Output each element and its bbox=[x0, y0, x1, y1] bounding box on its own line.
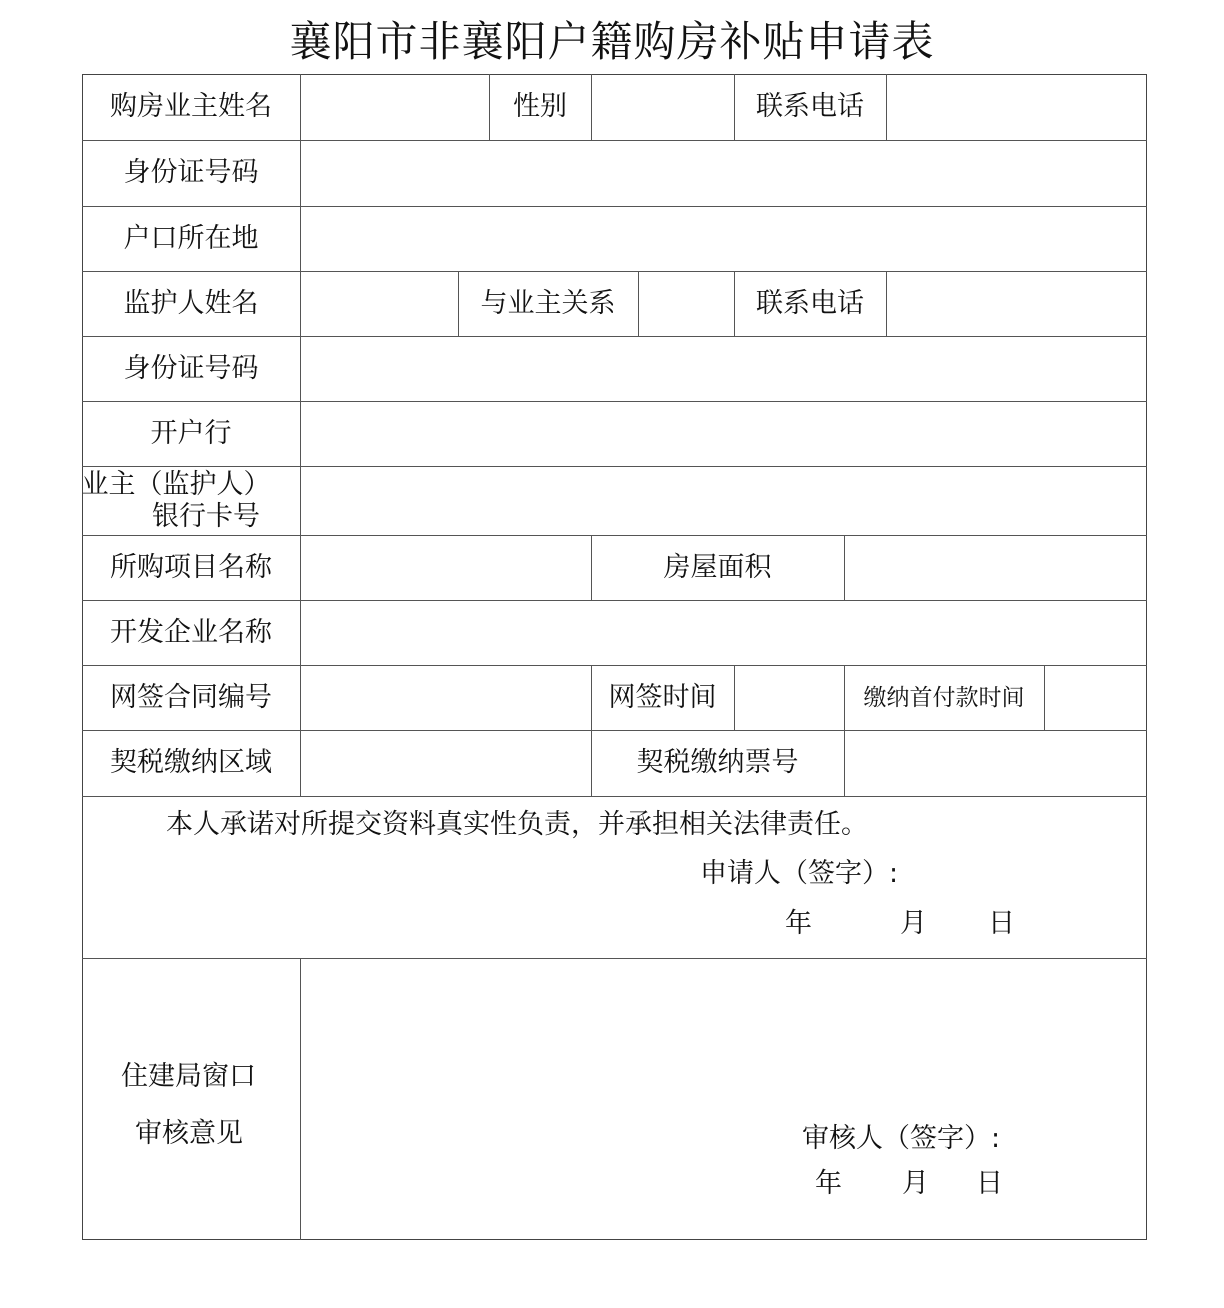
label-contract-number: 网签合同编号 bbox=[110, 681, 272, 713]
contract-time-field[interactable] bbox=[734, 665, 844, 730]
applicant-date-month: 月 bbox=[900, 908, 927, 939]
label-project-name: 所购项目名称 bbox=[110, 551, 272, 583]
house-area-field[interactable] bbox=[844, 535, 1147, 600]
down-payment-time-field[interactable] bbox=[1044, 665, 1147, 730]
label-bank-card-line2: 银行卡号 bbox=[152, 500, 260, 532]
review-date-day: 日 bbox=[976, 1168, 1003, 1199]
row-divider bbox=[82, 796, 1147, 797]
label-hukou-location: 户口所在地 bbox=[123, 222, 259, 254]
review-label-line1: 住建局窗口 bbox=[121, 1061, 256, 1092]
phone-field[interactable] bbox=[886, 74, 1147, 140]
applicant-date-day: 日 bbox=[988, 908, 1015, 939]
guardian-id-number-field[interactable] bbox=[300, 336, 1147, 401]
bank-field[interactable] bbox=[300, 401, 1147, 466]
developer-name-field[interactable] bbox=[300, 600, 1147, 665]
applicant-signature-label: 申请人（签字）: bbox=[700, 858, 899, 889]
label-developer-name: 开发企业名称 bbox=[110, 616, 272, 648]
label-guardian-phone: 联系电话 bbox=[756, 287, 864, 319]
review-opinion-field[interactable] bbox=[300, 958, 1147, 1108]
label-guardian-name: 监护人姓名 bbox=[123, 287, 259, 319]
guardian-phone-field[interactable] bbox=[886, 271, 1147, 336]
label-bank-card-line1: 业主（监护人） bbox=[81, 468, 271, 500]
review-date-year: 年 bbox=[815, 1168, 842, 1199]
id-number-field[interactable] bbox=[300, 140, 1147, 206]
gender-field[interactable] bbox=[591, 74, 734, 140]
contract-number-field[interactable] bbox=[300, 665, 591, 730]
label-id-number: 身份证号码 bbox=[123, 157, 259, 188]
project-name-field[interactable] bbox=[300, 535, 591, 600]
reviewer-signature-label: 审核人（签字）: bbox=[802, 1123, 1001, 1154]
applicant-date-year: 年 bbox=[785, 908, 812, 939]
label-deed-tax-region: 契税缴纳区域 bbox=[110, 747, 272, 778]
guardian-name-field[interactable] bbox=[300, 271, 458, 336]
bank-card-field[interactable] bbox=[300, 466, 1147, 535]
label-owner-name: 购房业主姓名 bbox=[110, 91, 272, 122]
label-bank-card bbox=[82, 466, 300, 535]
owner-name-field[interactable] bbox=[300, 74, 489, 140]
label-house-area: 房屋面积 bbox=[663, 551, 772, 583]
pledge-statement: 本人承诺对所提交资料真实性负责，并承担相关法律责任。 bbox=[166, 809, 868, 840]
label-contract-time: 网签时间 bbox=[608, 681, 717, 713]
label-gender: 性别 bbox=[513, 91, 567, 122]
review-label-line2: 审核意见 bbox=[135, 1118, 243, 1149]
hukou-location-field[interactable] bbox=[300, 206, 1147, 271]
deed-tax-ticket-field[interactable] bbox=[844, 730, 1147, 796]
label-deed-tax-ticket: 契税缴纳票号 bbox=[636, 747, 799, 778]
form-title: 襄阳市非襄阳户籍购房补贴申请表 bbox=[289, 17, 935, 66]
label-relation-to-owner: 与业主关系 bbox=[480, 287, 616, 319]
label-phone: 联系电话 bbox=[756, 91, 864, 122]
deed-tax-region-field[interactable] bbox=[300, 730, 591, 796]
label-guardian-id-number: 身份证号码 bbox=[123, 352, 259, 384]
relation-field[interactable] bbox=[638, 271, 734, 336]
label-down-payment-time: 缴纳首付款时间 bbox=[863, 684, 1025, 711]
label-bank: 开户行 bbox=[150, 417, 232, 449]
review-date-month: 月 bbox=[902, 1168, 929, 1199]
